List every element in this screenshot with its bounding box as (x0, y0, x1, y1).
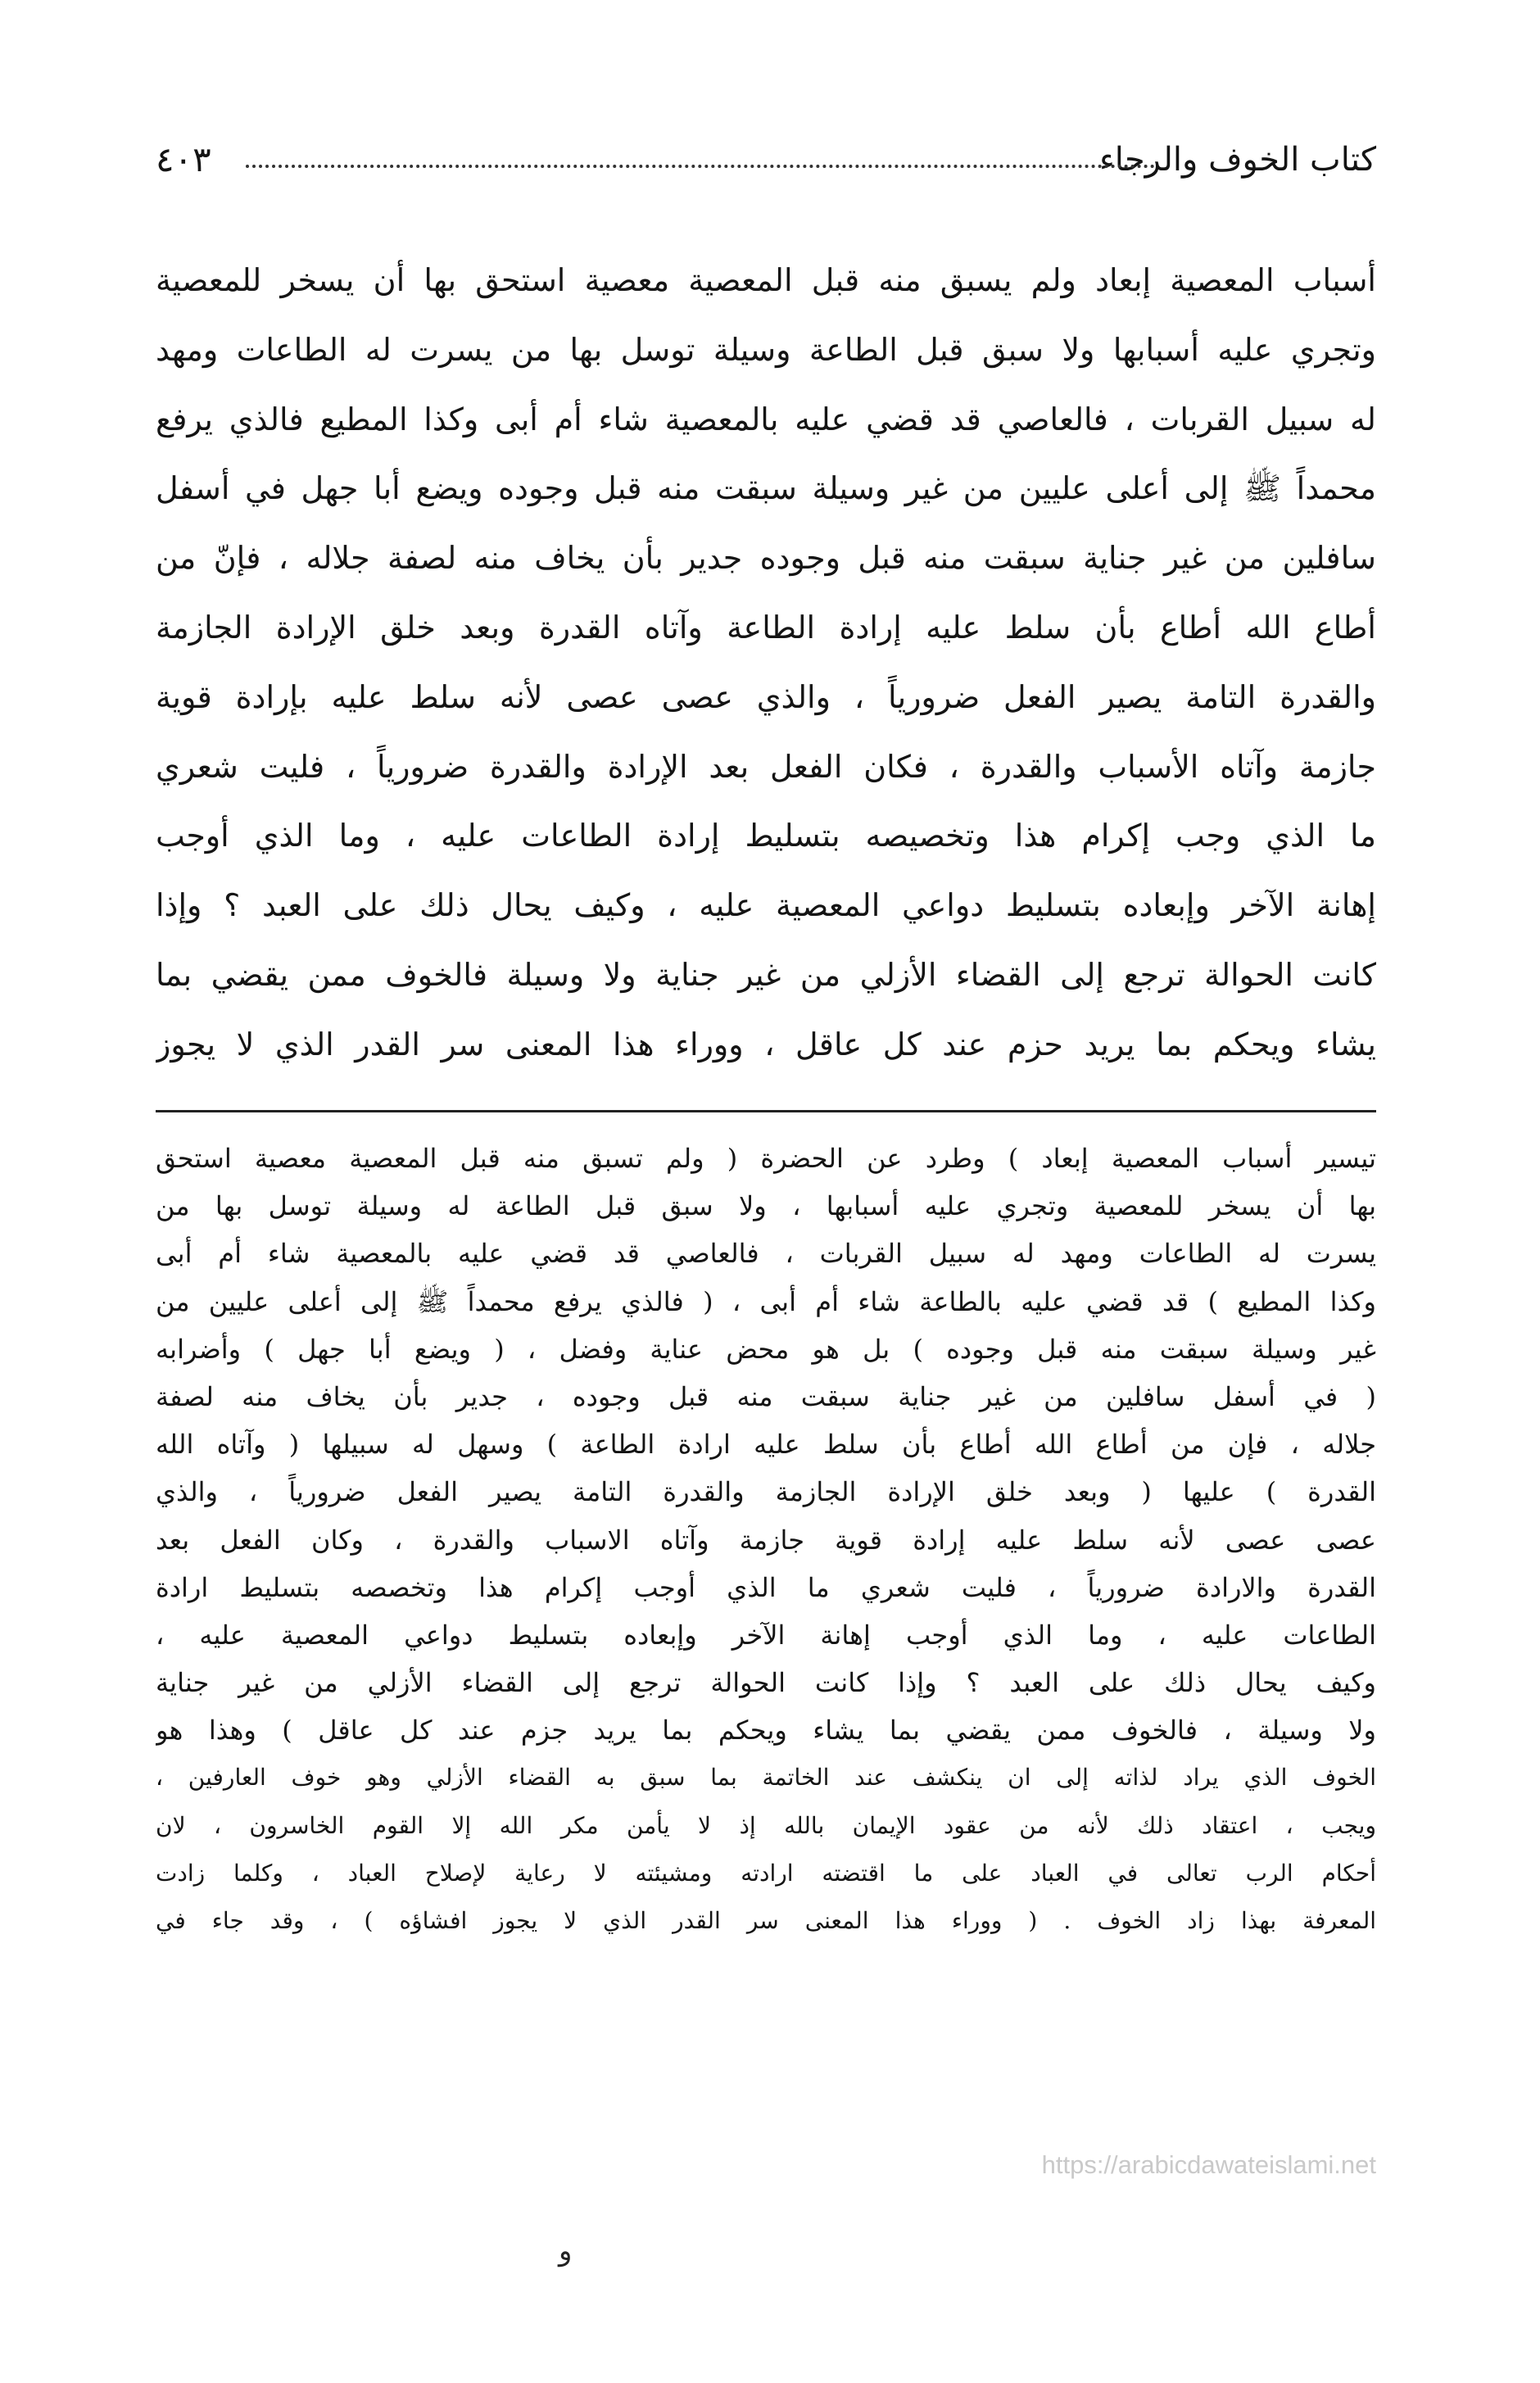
main-text-line: له سبيل القربات ، فالعاصي قد قضي عليه بالمعصية شاء أم أبى وكذا المطيع فالذي يرفع (156, 401, 1376, 437)
main-text-line: جازمة وآتاه الأسباب والقدرة ، فكان الفعل بعد الإرادة والقدرة ضرورياً ، فليت شعري (156, 748, 1376, 785)
main-text-line: سافلين من غير جناية سبقت منه قبل وجوده جدير بأن يخاف منه لصفة جلاله ، فإنّ من (156, 540, 1376, 577)
commentary-line: بها أن يسخر للمعصية وتجري عليه أسبابها ، ولا سبق قبل الطاعة له وسيلة توسل بها من (156, 1190, 1376, 1222)
commentary-line: غير وسيلة سبقت منه قبل وجوده ) بل هو محض عناية وفضل ، ( ويضع أبا جهل ) وأضرابه (156, 1333, 1376, 1365)
commentary-line: يسرت له الطاعات ومهد له سبيل القربات ، فالعاصي قد قضي عليه بالمعصية شاء أم أبى (156, 1238, 1376, 1270)
commentary-line: القدرة ) عليها ( وبعد خلق الإرادة الجازمة والقدرة التامة يصير الفعل ضرورياً ، والذي (156, 1476, 1376, 1508)
commentary-line: ويجب ، اعتقاد ذلك لأنه من عقود الإيمان بالله إذ لا يأمن مكر الله إلا القوم الخاسرون ، لان (156, 1811, 1376, 1839)
main-text-line: يشاء ويحكم بما يريد حزم عند كل عاقل ، ووراء هذا المعنى سر القدر الذي لا يجوز (156, 1026, 1376, 1062)
main-text-line: أسباب المعصية إبعاد ولم يسبق منه قبل المعصية معصية استحق بها أن يسخر للمعصية (156, 262, 1376, 298)
main-text-line: كانت الحوالة ترجع إلى القضاء الأزلي من غير جناية ولا وسيلة فالخوف ممن يقضي بما (156, 956, 1376, 993)
main-text-block (156, 246, 1376, 1080)
commentary-line: عصى عصى لأنه سلط عليه إرادة قوية جازمة وآتاه الاسباب والقدرة ، وكان الفعل بعد (156, 1524, 1376, 1556)
commentary-line: القدرة والارادة ضرورياً ، فليت شعري ما الذي أوجب إكرام هذا وتخصصه بتسليط ارادة (156, 1571, 1376, 1603)
main-text-line: أطاع الله أطاع بأن سلط عليه إرادة الطاعة وآتاه القدرة وبعد خلق الإرادة الجازمة (156, 609, 1376, 646)
main-text-line: إهانة الآخر وإبعاده بتسليط دواعي المعصية عليه ، وكيف يحال ذلك على العبد ؟ وإذا (156, 887, 1376, 924)
commentary-line: جلاله ، فإن من أطاع الله أطاع بأن سلط عليه ارادة الطاعة ) وسهل له سبيلها ( وآتاه الله (156, 1429, 1376, 1461)
page-header (156, 135, 1376, 184)
commentary-block (156, 1135, 1376, 1945)
section-separator (156, 1110, 1376, 1112)
main-text-line: ما الذي وجب إكرام هذا وتخصيصه بتسليط إرادة الطاعات عليه ، وما الذي أوجب (156, 818, 1376, 854)
main-text-line: وتجري عليه أسبابها ولا سبق قبل الطاعة وسيلة توسل بها من يسرت له الطاعات ومهد (156, 331, 1376, 368)
commentary-line: ولا وسيلة ، فالخوف ممن يقضي بما يشاء ويحكم بما يريد جزم عند كل عاقل ) وهذا هو (156, 1715, 1376, 1746)
header-dotted-leader (246, 165, 1155, 168)
commentary-line: وكيف يحال ذلك على العبد ؟ وإذا كانت الحوالة ترجع إلى القضاء الأزلي من غير جناية (156, 1667, 1376, 1699)
running-title: كتاب الخوف والرجاء (1098, 141, 1376, 179)
commentary-line: الخوف الذي يراد لذاته إلى ان ينكشف عند الخاتمة بما سبق به القضاء الأزلي وهو خوف العارفين ، (156, 1764, 1376, 1792)
commentary-line: الطاعات عليه ، وما الذي أوجب إهانة الآخر وإبعاده بتسليط دواعي المعصية عليه ، (156, 1619, 1376, 1651)
main-text-line: والقدرة التامة يصير الفعل ضرورياً ، والذي عصى عصى لأنه سلط عليه بإرادة قوية (156, 678, 1376, 715)
main-text-line: محمداً ﷺ إلى أعلى عليين من غير وسيلة سبقت منه قبل وجوده ويضع أبا جهل في أسفل (156, 470, 1376, 507)
commentary-line: ( في أسفل سافلين من غير جناية سبقت منه قبل وجوده ، جدير بأن يخاف منه لصفة (156, 1380, 1376, 1412)
page-number: ٤٠٣ (156, 139, 211, 179)
commentary-line: أحكام الرب تعالى في العباد على ما اقتضته ارادته ومشيئته لا رعاية لإصلاح العباد ، وكلما زادت (156, 1859, 1376, 1887)
commentary-line: تيسير أسباب المعصية إبعاد ) وطرد عن الحضرة ( ولم تسبق منه قبل المعصية معصية استحق (156, 1143, 1376, 1174)
footer-mark: و (559, 2235, 573, 2267)
commentary-line: المعرفة بهذا زاد الخوف . ( ووراء هذا المعنى سر القدر الذي لا يجوز افشاؤه ) ، وقد جاء في (156, 1907, 1376, 1934)
commentary-line: وكذا المطيع ) قد قضي عليه بالطاعة شاء أم أبى ، ( فالذي يرفع محمداً ﷺ إلى أعلى عليين من (156, 1285, 1376, 1317)
watermark-url: https://arabicdawateislami.net (1041, 2150, 1376, 2179)
